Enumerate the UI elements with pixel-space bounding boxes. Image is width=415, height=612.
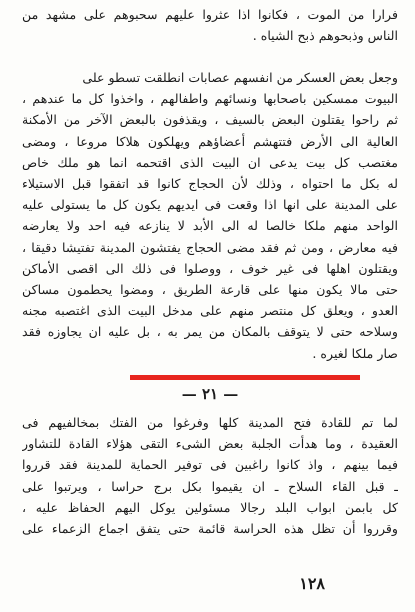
text-line: صار ملكا لغيره .	[312, 345, 398, 361]
page-number: ١٢٨	[299, 574, 325, 593]
text-line: البيوت ممسكين باصحابها ونسائهم واطفالهم ، واخذوا كل ما عندهم ،	[22, 91, 398, 107]
text-line: وسلاحه حتى لا يتوقف بالمكان من يمر به ، بل عليه ان يجاوزه فقد	[22, 324, 398, 340]
text-line: ويقتلون اهلها فى غير خوف ، ووصلوا فى ذلك الى اقصى الأماكن	[22, 260, 398, 276]
text-line: مغتصب كل بيت يدعى ان البيت الذى اقتحمه انما هو ملك خاص	[22, 154, 398, 170]
section-number: — ٢١ —	[181, 385, 239, 403]
text-line: فرارا من الموت ، فكانوا اذا عثروا عليهم سحبوهم على مشهد من	[22, 7, 398, 22]
text-line: وقرروا أن تظل هذه الحراسة قائمة حتى يتفق اجماع الزعماء على	[22, 521, 398, 537]
text-line: حتى مالا يكون منها على قارعة الطريق ، ومضوا يحطمون مساكن	[22, 282, 398, 298]
text-line: العالية الى الأرض فتتهشم أعضاؤهم ويهلكون هلاكا مروعا ، ومضى	[22, 133, 398, 149]
text-line: العقيدة ، وما هدأت الجلبة بعض الشىء التقى هؤلاء القادة للتشاور	[22, 436, 398, 452]
text-line: الناس وذبحوهم ذبح الشياه .	[252, 28, 398, 44]
text-line: الواحد منهم ملكا خالصا له الى الأبد لا ينازعه فيه احد ولا يعارضه	[22, 218, 398, 234]
text-line: وجعل بعض العسكر من انفسهم عصابات انطلقت تسطو على	[82, 70, 398, 85]
text-line: له بكل ما احتواه ، وذلك لأن الحجاج كانوا قد اتفقوا قبل الاستيلاء	[22, 176, 398, 192]
red-underline-mark	[130, 375, 360, 380]
text-line: فيما بينهم ، واذ كانوا راغبين فى توفير الحماية للمدينة فقد قرروا	[22, 457, 398, 473]
text-line: كل بابمن ابواب البلد رجالا مسئولين يوكل اليهم الحفاظ عليه ،	[22, 499, 398, 515]
text-line: العدو ، ويعلق كل منتصر منهم على مدخل البيت الذى اغتصبه مجنه	[22, 303, 398, 319]
text-line: ـ قبل القاء السلاح ـ ان يقيموا بكل برج حراسا ، ويرتبوا على	[22, 478, 398, 494]
paragraph-3	[22, 412, 398, 539]
text-line: ثم راحوا يقتلون البعض بالسيف ، ويقذفون بالبعض الآخر من الأمكنة	[22, 112, 398, 128]
text-line: لما تم للقادة فتح المدينة كلها وفرغوا من الفتك بمخالفيهم فى	[22, 415, 398, 430]
paragraph-1	[22, 4, 398, 46]
paragraph-2	[22, 67, 398, 364]
text-line: على المدينة على انها اذا وقعت فى ايديهم يكون كل ما يستولى عليه	[22, 197, 398, 213]
text-line: فيه معارض ، ومن ثم فقد مضى الحجاج يفتشون المدينة تفتيشا دقيقا ،	[22, 239, 398, 255]
